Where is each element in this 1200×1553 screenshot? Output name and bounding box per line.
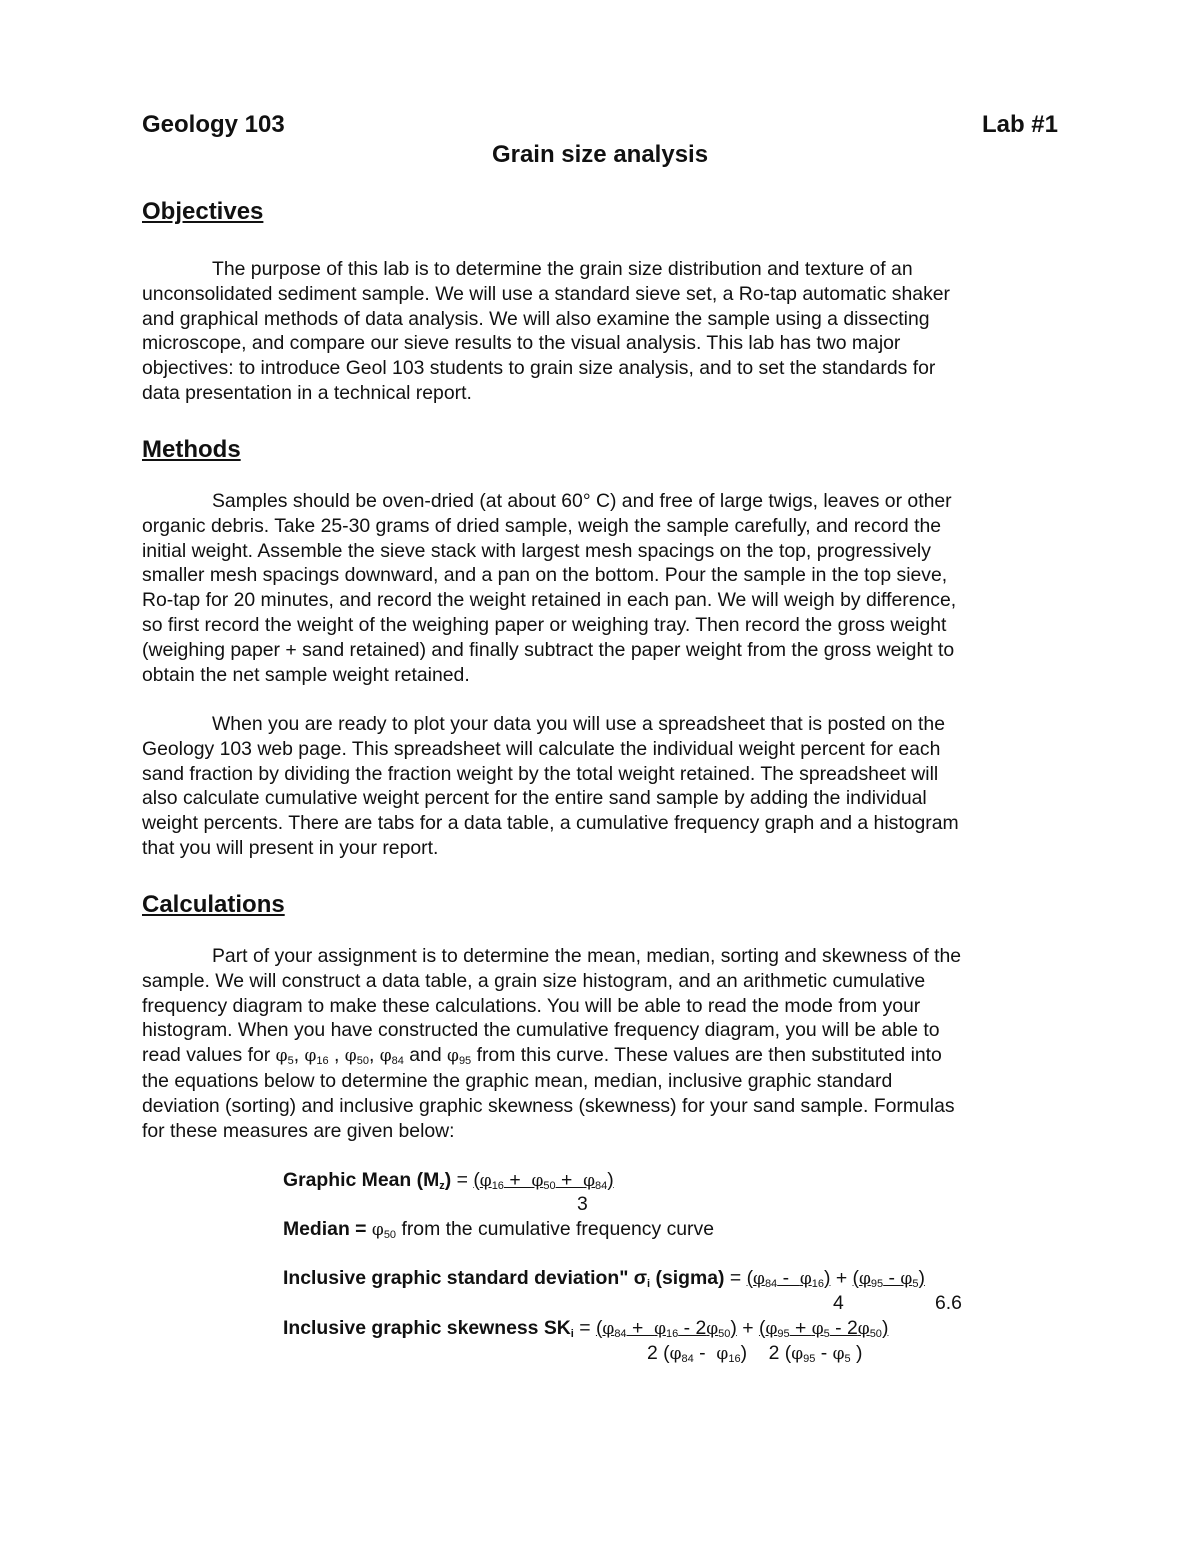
text-line: objectives: to introduce Geol 103 students to grain size analysis, and to set the standards for — [142, 357, 936, 380]
text-line: for these measures are given below: — [142, 1119, 455, 1142]
sorting-denominator-2: 6.6 — [935, 1292, 962, 1314]
text-line: Ro-tap for 20 minutes, and record the weight retained in each pan. We will weigh by difference, — [142, 589, 957, 612]
sorting-denominator-1: 4 — [833, 1292, 844, 1314]
sorting-formula: Inclusive graphic standard deviation" $\sigma_i$ (sigma) = $(\varphi_{84} - \varphi_{16}) + (\varphi_{95} - \varphi_5)$ — [283, 1267, 925, 1290]
text-line: deviation (sorting) and inclusive graphic skewness (skewness) for your sand sample. Formulas — [142, 1094, 955, 1117]
text-line: initial weight. Assemble the sieve stack with largest mesh spacings on the top, progressively — [142, 539, 931, 562]
skewness-formula: Inclusive graphic skewness $SK_i = (\varphi_{84} + \varphi_{16} - 2\varphi_{50}) + (\varphi_{95} + \varphi_5 - 2\varphi_{50})$ — [283, 1317, 889, 1340]
text-line: obtain the net sample weight retained. — [142, 663, 470, 686]
text-line: histogram. When you have constructed the cumulative frequency diagram, you will be able to — [142, 1019, 940, 1042]
text-line: so first record the weight of the weighing paper or weighing tray. Then record the gross weight — [142, 613, 947, 636]
text-line: smaller mesh spacings downward, and a pan on the bottom. Pour the sample in the top sieve, — [142, 564, 948, 587]
text-line: organic debris. Take 25-30 grams of dried sample, weigh the sample carefully, and record the — [142, 514, 942, 537]
text-line: data presentation in a technical report. — [142, 381, 472, 404]
text-line: and graphical methods of data analysis. We will also examine the sample using a dissecting — [142, 307, 930, 330]
text-line: unconsolidated sediment sample. We will use a standard sieve set, a Ro-tap automatic shaker — [142, 282, 951, 305]
text-line: Samples should be oven-dried (at about 60° C) and free of large twigs, leaves or other — [212, 490, 952, 512]
methods-paragraph-2 — [142, 712, 1058, 861]
text-line: (weighing paper + sand retained) and finally subtract the paper weight from the gross weight to — [142, 638, 955, 661]
calculations-paragraph — [142, 944, 1058, 1143]
median-formula: Median = $\varphi_{50}$ from the cumulative frequency curve — [283, 1218, 714, 1241]
text-line: The purpose of this lab is to determine the grain size distribution and texture of an — [212, 258, 913, 280]
text-line: also calculate cumulative weight percent for the entire sand sample by adding the individual — [142, 787, 927, 810]
graphic-mean-formula: Graphic Mean $(M_z) = (\varphi_{16} + \varphi_{50} + \varphi_{84})$ — [283, 1169, 614, 1192]
text-line: microscope, and compare our sieve results to the visual analysis. This lab has two major — [142, 332, 901, 355]
text-line: that you will present in your report. — [142, 836, 439, 859]
course-title: Geology 103 — [142, 111, 285, 138]
text-line: Geology 103 web page. This spreadsheet will calculate the individual weight percent for each — [142, 737, 941, 760]
skewness-denominator: 2 $(\varphi_{84} - \varphi_{16})$ 2 ($\varphi_{95} - \varphi_5$ ) — [647, 1342, 863, 1365]
document-title: Grain size analysis — [491, 141, 709, 168]
objectives-heading: Objectives — [142, 198, 264, 225]
calculations-heading: Calculations — [142, 891, 285, 918]
objectives-paragraph — [142, 257, 1058, 406]
text-line: sample. We will construct a data table, a grain size histogram, and an arithmetic cumulative — [142, 969, 926, 992]
lab-number: Lab #1 — [981, 111, 1058, 138]
phi-values-line: read values for $\varphi_5$, $\varphi_{16}$ , $\varphi_{50}$, $\varphi_{84}$ and $\varphi_{95}$ from this curve. These values are then substituted into — [142, 1044, 942, 1068]
text-line: When you are ready to plot your data you will use a spreadsheet that is posted on the — [212, 713, 945, 735]
text-line: frequency diagram to make these calculations. You will be able to read the mode from your — [142, 994, 921, 1017]
graphic-mean-denominator: 3 — [577, 1193, 588, 1215]
methods-heading: Methods — [142, 436, 241, 463]
text-line: sand fraction by dividing the fraction weight by the total weight retained. The spreadsheet will — [142, 762, 939, 785]
text-line: Part of your assignment is to determine the mean, median, sorting and skewness of the — [212, 945, 962, 967]
text-line: the equations below to determine the graphic mean, median, inclusive graphic standard — [142, 1069, 893, 1092]
methods-paragraph-1 — [142, 489, 1058, 687]
text-line: weight percents. There are tabs for a data table, a cumulative frequency graph and a histogram — [142, 812, 959, 835]
